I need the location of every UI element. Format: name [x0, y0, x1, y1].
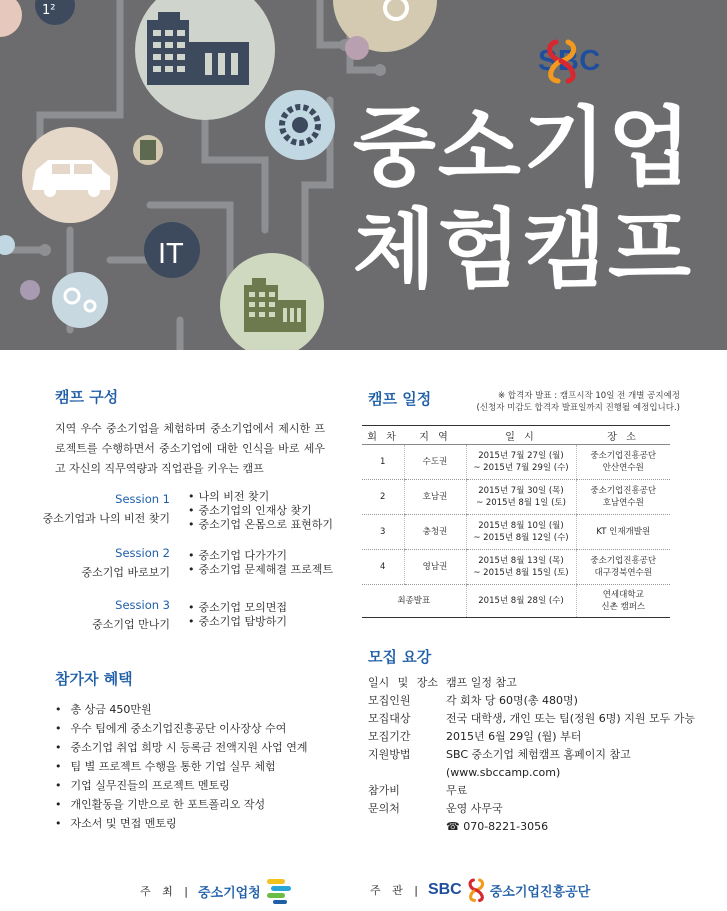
benefit-item: • 팀 별 프로젝트 수행을 통한 기업 실무 체험 [55, 757, 308, 776]
sbc-flower-small-icon [464, 878, 488, 902]
session-item: • 중소기업 문제해결 프로젝트 [188, 563, 333, 577]
svg-text:1²: 1² [42, 3, 56, 18]
camp-intro-text: 지역 우수 중소기업을 체험하며 중소기업에서 제시한 프로젝트를 수행하면서 중소기업에 대한 인식을 바로 세우고 자신의 직무역량과 직업관을 키우는 캠프 [55, 422, 325, 475]
requirement-key: 모집인원 [368, 694, 411, 707]
footer-organizer [370, 878, 590, 902]
cell-round: 4 [362, 550, 404, 585]
gears-circle [52, 272, 108, 328]
date-start: 2015년 7월 27일 (월) [478, 451, 564, 461]
place-line1: 연세대학교 [602, 590, 644, 600]
benefit-item: • 개인활동을 기반으로 한 포트폴리오 작성 [55, 795, 308, 814]
hero-title-line2: 체험캠프 [352, 200, 693, 301]
session-items [188, 549, 333, 577]
footer-host [140, 876, 293, 906]
table-row [362, 445, 670, 480]
header-date: 일 시 [466, 426, 576, 445]
table-row-final [362, 585, 670, 618]
requirement-phone: ☎ 070-8221-3056 [446, 820, 549, 833]
table-row [362, 515, 670, 550]
cell-region: 수도권 [404, 445, 466, 480]
requirements-title: 모집 요강 [368, 648, 432, 666]
session-3 [30, 598, 288, 638]
schedule-note-line1: ※ 합격자 발표 : 캠프시작 10일 전 개별 공지예정 [497, 391, 680, 401]
cell-final-label: 최종발표 [362, 585, 466, 618]
session-label: Session 2 [115, 546, 170, 560]
sbc-logo [538, 38, 601, 84]
session-name: 중소기업과 나의 비전 찾기 [42, 512, 170, 525]
date-start: 2015년 8월 13일 (목) [478, 556, 564, 566]
place-line2: 신촌 캠퍼스 [601, 602, 646, 612]
cell-round: 1 [362, 445, 404, 480]
place-line1: 중소기업진흥공단 [590, 486, 657, 496]
date-end: ~ 2015년 8월 1일 (토) [476, 498, 566, 508]
schedule-note [430, 390, 680, 414]
cell-region: 충청권 [404, 515, 466, 550]
benefit-item: • 우수 팀에게 중소기업진흥공단 이사장상 수여 [55, 719, 308, 738]
session-item: • 중소기업 다가가기 [188, 549, 333, 563]
schedule-table [362, 425, 670, 618]
host-label: 주 최 | [140, 885, 192, 898]
requirement-value: SBC 중소기업 체험캠프 홈페이지 참고 [446, 748, 631, 761]
benefits-title: 참가자 혜택 [55, 670, 133, 688]
session-label: Session 1 [115, 492, 170, 506]
requirement-value: 2015년 6월 29일 (월) 부터 [446, 730, 582, 743]
organizer-org: 중소기업진흥공단 [489, 884, 591, 900]
cell-final-date: 2015년 8월 28일 (수) [466, 585, 576, 618]
requirement-value: 운영 사무국 [446, 802, 503, 815]
date-end: ~ 2015년 8월 12일 (수) [473, 533, 569, 543]
benefits-list [55, 700, 308, 833]
session-item: • 나의 비전 찾기 [188, 490, 333, 504]
place-line1: KT 인재개발원 [596, 527, 651, 537]
cell-round: 2 [362, 480, 404, 515]
sbc-flower-icon [538, 38, 584, 84]
requirement-value: 무료 [446, 784, 468, 797]
benefit-item: • 총 상금 450만원 [55, 700, 308, 719]
benefit-item: • 중소기업 취업 희망 시 등록금 전액지원 사업 연계 [55, 738, 308, 757]
cell-place [576, 550, 670, 585]
benefit-item: • 기업 실무진들의 프로젝트 멘토링 [55, 776, 308, 795]
requirement-key: 지원방법 [368, 748, 411, 761]
session-name: 중소기업 만나기 [92, 618, 170, 631]
place-line2: 대구경북연수원 [594, 568, 652, 578]
cell-region: 호남권 [404, 480, 466, 515]
organizer-label: 주 관 | [370, 884, 422, 897]
session-item: • 중소기업 온몸으로 표현하기 [188, 518, 333, 532]
table-row [362, 550, 670, 585]
camp-intro-title: 캠프 구성 [55, 388, 119, 406]
cell-round: 3 [362, 515, 404, 550]
date-end: ~ 2015년 8월 15일 (토) [473, 568, 569, 578]
host-org: 중소기업청 [197, 885, 261, 901]
requirement-key: 일시 및 장소 [368, 676, 438, 689]
schedule-note-line2: (신청자 미감도 합격자 발표일까지 진행될 예정입니다.) [476, 403, 680, 413]
requirement-value: 각 회차 당 60명(총 480명) [446, 694, 578, 707]
requirement-key: 모집대상 [368, 712, 411, 725]
cell-date [466, 515, 576, 550]
cell-final-place [576, 585, 670, 618]
session-name: 중소기업 바로보기 [81, 566, 170, 579]
requirement-website: (www.sbccamp.com) [446, 766, 561, 779]
cell-place [576, 445, 670, 480]
session-item: • 중소기업 탐방하기 [188, 615, 287, 629]
schedule-title: 캠프 일정 [368, 390, 432, 408]
requirement-key: 참가비 [368, 784, 400, 797]
date-start: 2015년 7월 30일 (목) [478, 486, 564, 496]
it-label: IT [158, 238, 184, 270]
date-end: ~ 2015년 7월 29일 (수) [473, 463, 569, 473]
place-line2: 호남연수원 [602, 498, 644, 508]
requirement-value: 캠프 일정 참고 [446, 676, 517, 689]
session-items [188, 601, 287, 629]
place-line2: 안산연수원 [602, 463, 644, 473]
hero-title-line1: 중소기업 [352, 98, 693, 198]
session-items [188, 490, 333, 532]
cell-place [576, 515, 670, 550]
session-label: Session 3 [115, 598, 170, 612]
deco-circle-icon [0, 0, 22, 37]
schedule-header-row [362, 426, 670, 445]
cell-date [466, 550, 576, 585]
requirement-key: 모집기간 [368, 730, 411, 743]
table-row [362, 480, 670, 515]
organizer-brand: SBC [427, 881, 462, 898]
sbc-logo-text: SBC [538, 44, 601, 77]
benefit-item: • 자소서 및 면접 멘토링 [55, 814, 308, 833]
header-place: 장 소 [576, 426, 670, 445]
cell-place [576, 480, 670, 515]
place-line1: 중소기업진흥공단 [590, 451, 657, 461]
session-item: • 중소기업의 인재상 찾기 [188, 504, 333, 518]
header-round: 회 차 [362, 426, 404, 445]
document-icon [140, 140, 156, 160]
cell-date [466, 480, 576, 515]
smba-logo-icon [265, 876, 293, 906]
hero-banner [0, 0, 727, 350]
requirement-key: 문의처 [368, 802, 400, 815]
hero-title [353, 100, 693, 299]
session-1 [30, 490, 334, 542]
requirement-value: 전국 대학생, 개인 또는 팀(정원 6명) 지원 모두 가능 [446, 712, 695, 725]
cell-region: 영남권 [404, 550, 466, 585]
session-2 [30, 546, 334, 586]
date-start: 2015년 8월 10일 (월) [478, 521, 564, 531]
cell-date [466, 445, 576, 480]
place-line1: 중소기업진흥공단 [590, 556, 657, 566]
header-region: 지 역 [404, 426, 466, 445]
session-item: • 중소기업 모의면접 [188, 601, 287, 615]
